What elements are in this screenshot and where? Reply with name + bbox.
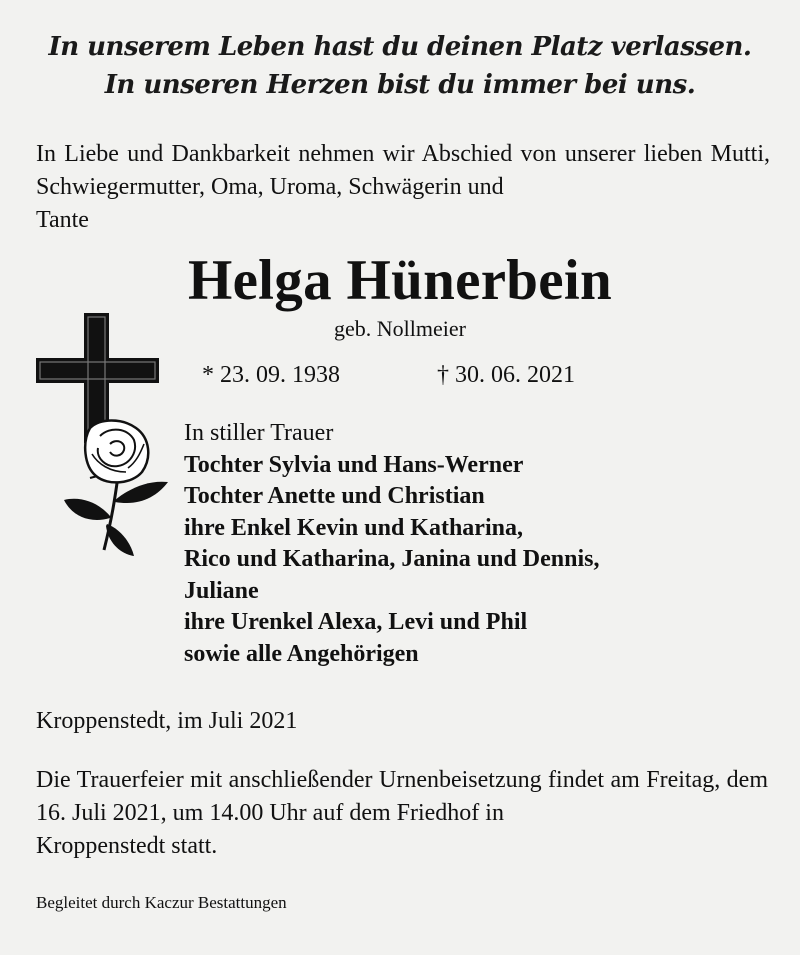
- place-date: Kroppenstedt, im Juli 2021: [36, 708, 298, 734]
- maiden-name: geb. Nollmeier: [334, 316, 466, 341]
- birth-date: * 23. 09. 1938: [202, 362, 340, 388]
- mourner-line: Tochter Anette und Christian: [184, 483, 485, 509]
- rose-icon: [60, 418, 175, 558]
- service-paragraph: [36, 764, 768, 863]
- intro-text: In Liebe und Dankbarkeit nehmen wir Abschied von unserer lieben Mutti, Schwiegermutter, Oma, Uroma, Schwägerin und: [36, 141, 770, 200]
- service-text: Die Trauerfeier mit anschließender Urnenbeisetzung findet am Freitag, dem 16. Juli 2021, um 14.00 Uhr auf dem Friedhof in: [36, 767, 768, 826]
- intro-paragraph: [36, 138, 770, 237]
- mourner-line: ihre Enkel Kevin und Katharina,: [184, 514, 523, 541]
- intro-text-end: Tante: [36, 207, 89, 233]
- mourners-list: [184, 418, 764, 670]
- motto-line-2: In unseren Herzen bist du immer bei uns.: [104, 70, 696, 100]
- mourner-line: Rico und Katharina, Janina und Dennis,: [184, 546, 600, 572]
- death-date: † 30. 06. 2021: [437, 362, 575, 388]
- mourner-line: Tochter Sylvia und Hans-Werner: [184, 451, 524, 478]
- service-text-end: Kroppenstedt statt.: [36, 833, 218, 859]
- mourners-intro: In stiller Trauer: [184, 420, 334, 446]
- mourner-line: sowie alle Angehörigen: [184, 640, 419, 667]
- deceased-name: Helga Hünerbein: [187, 249, 613, 312]
- undertaker-credit: Begleitet durch Kaczur Bestattungen: [36, 893, 287, 912]
- mourner-line: ihre Urenkel Alexa, Levi und Phil: [184, 609, 528, 635]
- mourner-line: Juliane: [184, 577, 259, 604]
- motto-line-1: In unserem Leben hast du deinen Platz verlassen.: [48, 32, 752, 62]
